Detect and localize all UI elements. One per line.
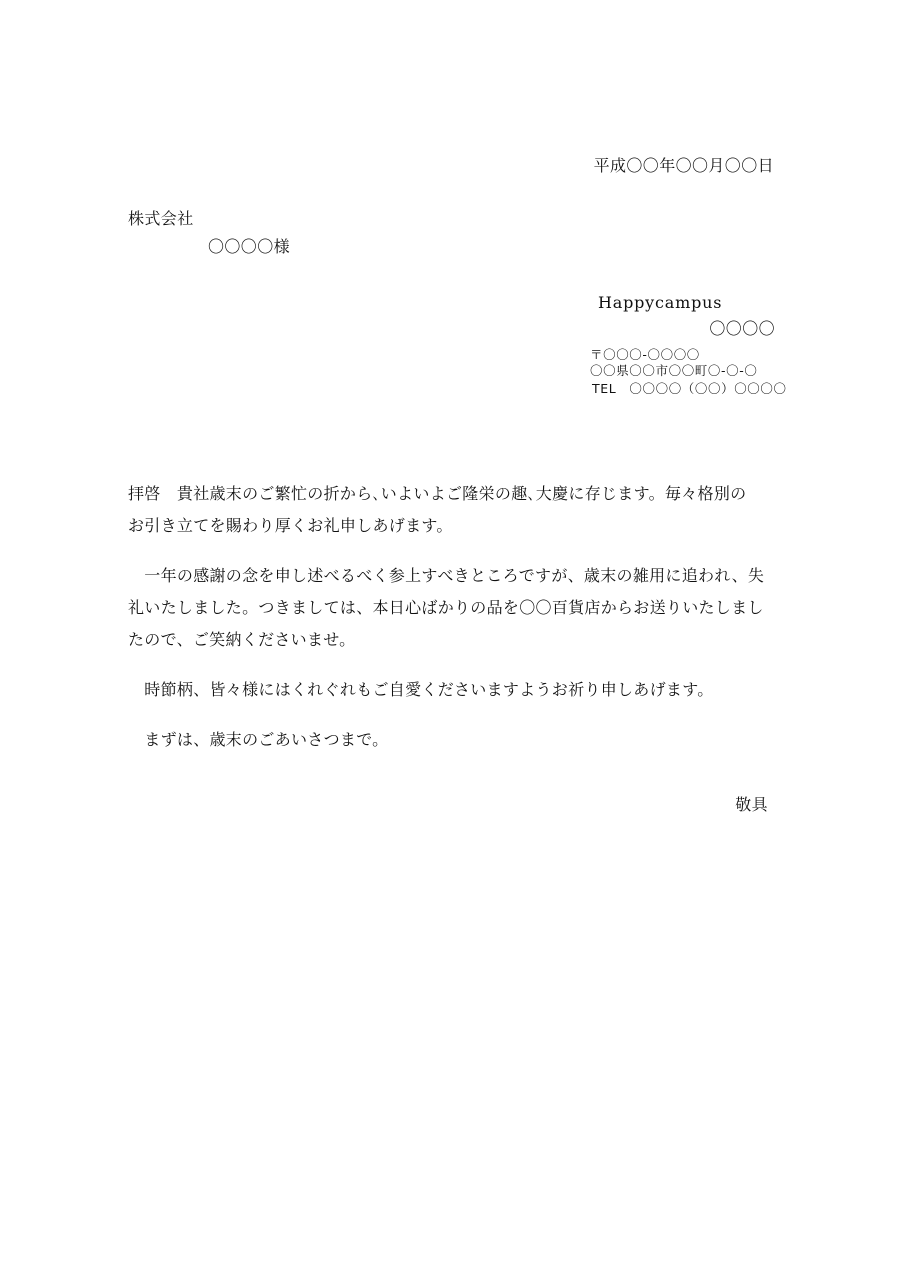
sender-company: Happycampus bbox=[598, 293, 723, 312]
letter-body bbox=[128, 478, 776, 756]
sender-name: 〇〇〇〇 bbox=[709, 319, 775, 338]
paragraph-line: 時節柄、皆々様にはくれぐれもご自愛くださいますようお祈り申しあげます。 bbox=[128, 680, 714, 699]
closing-phrase: 敬具 bbox=[735, 795, 768, 814]
sender-postal: 〒〇〇〇-〇〇〇〇 bbox=[590, 347, 700, 362]
recipient-name: 〇〇〇〇様 bbox=[208, 237, 291, 256]
letter-date: 平成〇〇年〇〇月〇〇日 bbox=[593, 156, 774, 175]
paragraph-wishes bbox=[128, 674, 776, 706]
paragraph-line: まずは、歳末のごあいさつまで。 bbox=[128, 730, 389, 749]
paragraph-closing-remark bbox=[128, 724, 776, 756]
paragraph-thanks bbox=[128, 560, 776, 656]
paragraph-line: たので、ご笑納くださいませ。 bbox=[128, 630, 356, 649]
paragraph-greeting bbox=[128, 478, 776, 542]
paragraph-line: 拝啓 貴社歳末のご繁忙の折から､いよいよご隆栄の趣､大慶に存じます。毎々格別の bbox=[128, 484, 747, 503]
recipient-company: 株式会社 bbox=[128, 209, 194, 228]
sender-tel: TEL 〇〇〇〇（〇〇）〇〇〇〇 bbox=[592, 381, 787, 396]
paragraph-line: 一年の感謝の念を申し述べるべく参上すべきところですが、歳末の雑用に追われ、失 bbox=[128, 566, 765, 585]
sender-address: 〇〇県〇〇市〇〇町〇-〇-〇 bbox=[590, 363, 758, 378]
paragraph-line: 礼いたしました。つきましては、本日心ばかりの品を〇〇百貨店からお送りいたしまし bbox=[128, 598, 764, 617]
paragraph-line: お引き立てを賜わり厚くお礼申しあげます。 bbox=[128, 516, 453, 535]
